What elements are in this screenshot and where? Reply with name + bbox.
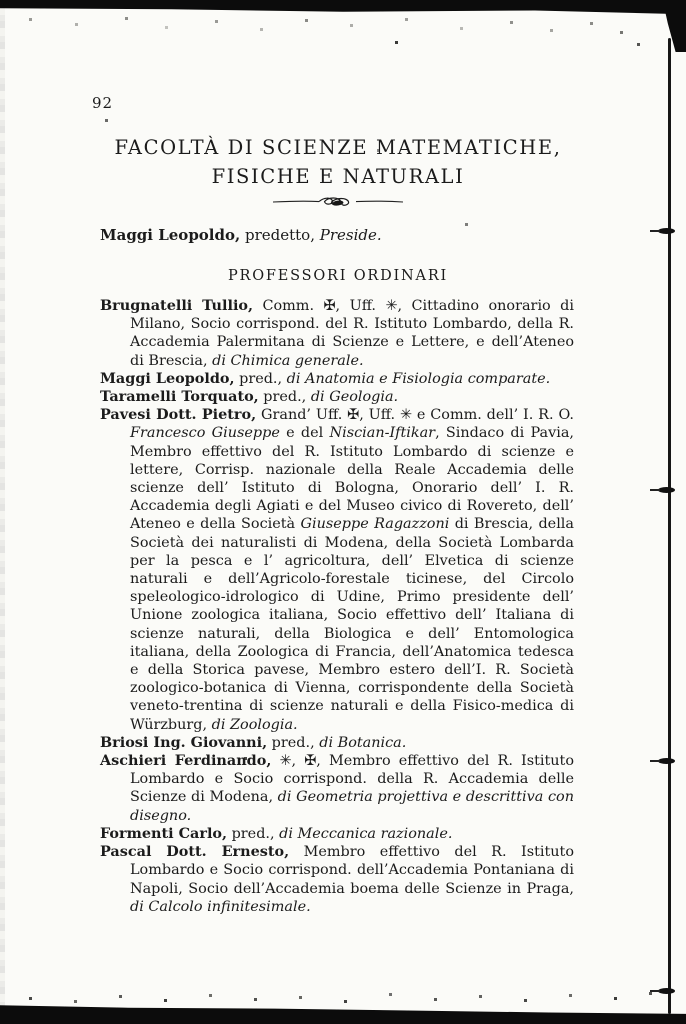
text-run: Giuseppe Ragazzoni — [300, 516, 450, 533]
text-run: e del — [279, 425, 330, 442]
professor-name: Briosi Ing. Giovanni, — [100, 733, 268, 751]
text-run: di Geometria projettiva e descrittiva con disegno. — [130, 789, 574, 824]
text-run: di Botanica. — [319, 734, 407, 751]
ornament-divider — [100, 194, 576, 214]
top-scan-edge-shadow — [0, 0, 686, 15]
professor-entry — [100, 734, 574, 752]
text-run: predetto, — [240, 226, 320, 244]
faculty-title-line1: FACOLTÀ DI SCIENZE MATEMATICHE, — [114, 136, 562, 159]
professor-name: Pavesi Dott. Pietro, — [100, 406, 257, 424]
text-run: pred., — [234, 370, 287, 387]
professor-name: Maggi Leopoldo, — [100, 369, 235, 387]
faculty-title-line2: FISICHE E NATURALI — [211, 165, 465, 188]
stitch-mark — [658, 988, 675, 994]
text-run: pred., — [227, 825, 280, 842]
text-run: ✳, ✠, Membro effettivo del R. Istituto Lombardo e Socio corrispond. della R. Accademia delle Scienze di Modena, — [130, 753, 574, 806]
professor-entry — [100, 297, 574, 370]
professor-name: Brugnatelli Tullio, — [100, 297, 254, 314]
paper-noise-top — [6, 16, 7, 17]
swash-divider-icon — [272, 194, 404, 210]
text-run: Niscian-Iftikar — [329, 425, 436, 442]
bottom-scan-edge-shadow — [0, 1000, 686, 1024]
professor-entry — [100, 752, 574, 825]
professor-name: Aschieri Ferdinando, — [100, 752, 272, 770]
page-number: 92 — [92, 94, 114, 112]
section-heading: PROFESSORI ORDINARI — [227, 268, 449, 284]
stitch-mark — [658, 487, 675, 493]
professor-name: Pascal Dott. Ernesto, — [100, 843, 290, 861]
text-run: di Geologia. — [310, 389, 399, 406]
professor-name: Formenti Carlo, — [100, 824, 228, 842]
text-run: di Brescia, della Società dei naturalisti di Modena, della Società Lombarda per la pesca e l’ agricoltura, dell’ Elvetica di scienze naturali e dell’Agricolo-forestale ticinese, del Circolo speleologico-idrologico di Udine, Primo presidente dell’ Unione zoologica italiana, Socio effettivo dell’ Italiana di scienze naturali, della Biologica e dell’ Entomologica italiana, della Zoologica di Francia, dell’Anatomica tedesca e della Storica pavese, Membro estero dell’I. R. Società zoologico-botanica di Vienna, corrispondente della Società veneto-trentina di scienze naturali e della Fisico-medica di Würzburg, — [130, 516, 574, 733]
paper-noise-bottom — [0, 986, 1, 987]
faculty-title — [100, 133, 576, 191]
text-run: di Calcolo infinitesimale. — [130, 898, 311, 915]
professor-entry — [100, 370, 574, 388]
professor-entry — [100, 843, 574, 916]
text-run: Francesco Giuseppe — [130, 425, 280, 442]
text-run: , Sindaco di Pavia, Membro effettivo del R. Istituto Lombardo di scienze e lettere, Corrisp. nazionale della Reale Accademia delle scienze dell’ Istituto di Bologna, Onorario dell’ I. R. Accademia degli Agiati e del Museo civico di Rovereto, dell’ Ateneo e della Società — [130, 425, 574, 533]
professor-list — [100, 297, 574, 916]
book-binding-edge — [668, 38, 671, 1014]
text-run: Membro effettivo del R. Istituto Lombardo e Socio corrispond. dell’Accademia Pontaniana di Napoli, Socio dell’Accademia boema delle Scienze in Praga, — [130, 844, 575, 897]
professor-entry — [100, 825, 574, 843]
text-run: di Anatomia e Fisiologia comparate. — [286, 370, 551, 387]
professor-name: Taramelli Torquato, — [100, 388, 259, 406]
stitch-mark — [658, 228, 675, 234]
left-scan-edge — [0, 0, 5, 1024]
dean-line — [100, 226, 576, 244]
text-run: di Chimica generale. — [212, 352, 364, 369]
text-run: pred., — [267, 734, 320, 751]
text-run: di Zoologia. — [211, 716, 298, 733]
professor-entry — [100, 388, 574, 406]
text-run: Comm. ✠, Uff. ✳, Cittadino onorario di Milano, Socio corrispond. del R. Istituto Lombardo, della R. Accademia Palermitana di Scienze e Lettere, e dell’Ateneo di Brescia, — [130, 298, 574, 369]
professor-name: Maggi Leopoldo, — [100, 226, 241, 244]
text-run: Preside. — [319, 226, 382, 244]
text-run: di Meccanica razionale. — [279, 825, 453, 842]
professor-entry — [100, 406, 574, 734]
stitch-mark — [658, 758, 675, 764]
text-run: pred., — [258, 389, 311, 406]
text-run: Grand’ Uff. ✠, Uff. ✳ e Comm. dell’ I. R. O. — [256, 407, 574, 424]
